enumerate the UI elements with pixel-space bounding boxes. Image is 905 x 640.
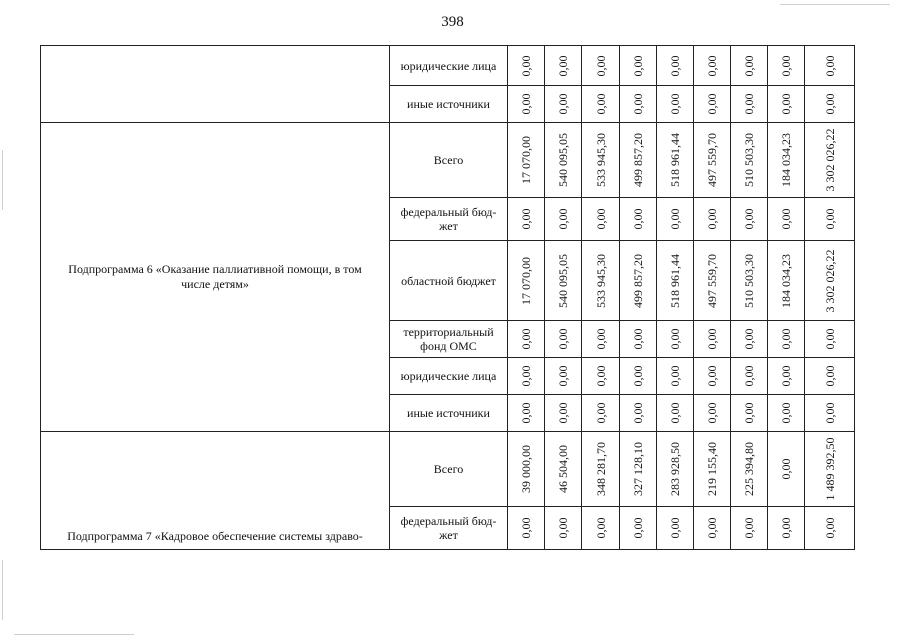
value-cell [768, 432, 805, 507]
value-text: 0,00 [742, 402, 756, 424]
value-cell [620, 123, 657, 198]
value-text: 184 034,23 [779, 133, 793, 187]
value-text: 0,00 [668, 365, 682, 387]
value-cell [805, 86, 855, 123]
value-text: 0,00 [779, 458, 793, 480]
value-cell [582, 198, 620, 241]
value-text: 0,00 [742, 208, 756, 230]
value-cell [805, 358, 855, 395]
value-cell [620, 507, 657, 550]
table-row [41, 432, 855, 507]
value-cell [657, 198, 694, 241]
value-text: 39 000,00 [519, 445, 533, 493]
funding-source-cell: юридические лица [390, 46, 508, 86]
value-text: 184 034,23 [779, 253, 793, 308]
value-cell [805, 241, 855, 321]
value-text: 0,00 [631, 402, 645, 424]
value-text: 0,00 [556, 402, 570, 424]
value-cell [657, 123, 694, 198]
value-cell [657, 241, 694, 321]
funding-source-cell: иные источники [390, 395, 508, 432]
value-cell [508, 241, 545, 321]
value-cell [694, 432, 731, 507]
value-text: 0,00 [556, 328, 570, 350]
value-cell [620, 432, 657, 507]
scan-line [14, 634, 134, 635]
value-text: 0,00 [742, 365, 756, 387]
value-text: 510 503,30 [742, 133, 756, 187]
program-name-cell: Подпрограмма 6 «Оказание паллиативной помощи, в том числе детям» [41, 123, 390, 432]
value-cell [508, 358, 545, 395]
funding-source-cell: иные источники [390, 86, 508, 123]
value-text: 0,00 [668, 517, 682, 539]
value-text: 497 559,70 [705, 133, 719, 187]
value-text: 540 095,05 [556, 133, 570, 187]
value-text: 510 503,30 [742, 253, 756, 308]
value-text: 499 857,20 [631, 253, 645, 308]
value-cell [545, 507, 582, 550]
value-cell [508, 86, 545, 123]
value-text: 0,00 [822, 208, 837, 230]
value-cell [731, 507, 768, 550]
value-text: 0,00 [779, 365, 793, 387]
value-text: 0,00 [593, 208, 608, 230]
value-cell [805, 123, 855, 198]
value-text: 0,00 [822, 517, 837, 539]
value-cell [805, 395, 855, 432]
value-cell [508, 123, 545, 198]
value-cell [805, 507, 855, 550]
value-cell [657, 86, 694, 123]
value-text: 0,00 [668, 328, 682, 350]
value-cell [508, 395, 545, 432]
value-cell [694, 395, 731, 432]
value-text: 0,00 [705, 328, 719, 350]
value-cell [694, 241, 731, 321]
value-cell [694, 198, 731, 241]
value-text: 46 504,00 [556, 445, 570, 493]
value-cell [768, 507, 805, 550]
value-cell [582, 358, 620, 395]
value-cell [694, 507, 731, 550]
value-text: 0,00 [705, 365, 719, 387]
value-cell [508, 321, 545, 358]
value-cell [620, 86, 657, 123]
value-text: 0,00 [705, 55, 719, 76]
value-text: 0,00 [556, 365, 570, 387]
value-cell [731, 358, 768, 395]
value-cell [694, 86, 731, 123]
value-text: 518 961,44 [668, 253, 682, 308]
funding-source-cell: территориальный фонд ОМС [390, 321, 508, 358]
value-text: 283 928,50 [668, 442, 682, 496]
value-cell [582, 123, 620, 198]
value-text: 0,00 [519, 328, 533, 350]
value-text: 348 281,70 [593, 442, 608, 496]
value-cell [545, 358, 582, 395]
value-text: 540 095,05 [556, 253, 570, 308]
value-cell [508, 507, 545, 550]
funding-source-cell: Всего [390, 123, 508, 198]
value-cell [582, 395, 620, 432]
value-text: 0,00 [742, 328, 756, 350]
scan-line [780, 4, 890, 5]
value-text: 0,00 [519, 93, 533, 115]
value-text: 0,00 [668, 208, 682, 230]
value-text: 0,00 [742, 93, 756, 115]
table-row [41, 46, 855, 86]
value-text: 533 945,30 [593, 253, 608, 308]
value-text: 0,00 [705, 93, 719, 115]
value-text: 0,00 [593, 55, 608, 76]
table-row [41, 123, 855, 198]
value-text: 0,00 [779, 328, 793, 350]
value-text: 3 302 026,22 [822, 128, 837, 192]
value-cell [582, 86, 620, 123]
value-text: 0,00 [519, 208, 533, 230]
value-text: 0,00 [519, 402, 533, 424]
value-text: 1 489 392,50 [822, 437, 837, 501]
value-cell [620, 241, 657, 321]
table-body [41, 46, 855, 550]
funding-source-cell: областной бюджет [390, 241, 508, 321]
value-text: 0,00 [519, 365, 533, 387]
value-text: 225 394,80 [742, 442, 756, 496]
value-text: 0,00 [556, 55, 570, 76]
program-name-cell [41, 46, 390, 123]
value-text: 0,00 [593, 517, 608, 539]
value-cell [620, 46, 657, 86]
value-text: 0,00 [705, 208, 719, 230]
value-cell [731, 86, 768, 123]
value-cell [768, 395, 805, 432]
value-text: 0,00 [556, 517, 570, 539]
value-text: 0,00 [556, 93, 570, 115]
value-cell [657, 432, 694, 507]
value-text: 0,00 [822, 55, 837, 76]
value-text: 0,00 [519, 55, 533, 76]
value-text: 0,00 [705, 402, 719, 424]
value-text: 0,00 [779, 517, 793, 539]
value-text: 0,00 [631, 55, 645, 76]
value-cell [657, 395, 694, 432]
value-text: 3 302 026,22 [822, 249, 837, 312]
value-cell [694, 358, 731, 395]
value-cell [694, 46, 731, 86]
value-cell [582, 241, 620, 321]
value-cell [545, 321, 582, 358]
value-cell [768, 46, 805, 86]
value-cell [508, 46, 545, 86]
value-cell [731, 46, 768, 86]
value-cell [768, 198, 805, 241]
value-cell [582, 432, 620, 507]
value-text: 0,00 [631, 208, 645, 230]
budget-table [40, 45, 855, 550]
scan-line [2, 150, 3, 210]
value-text: 497 559,70 [705, 253, 719, 308]
value-cell [545, 198, 582, 241]
value-text: 0,00 [779, 93, 793, 115]
value-cell [545, 46, 582, 86]
value-text: 0,00 [593, 402, 608, 424]
value-text: 0,00 [742, 517, 756, 539]
value-cell [508, 198, 545, 241]
value-text: 0,00 [822, 402, 837, 424]
value-cell [731, 395, 768, 432]
value-text: 0,00 [631, 517, 645, 539]
value-text: 0,00 [705, 517, 719, 539]
value-text: 0,00 [742, 55, 756, 76]
value-text: 0,00 [668, 402, 682, 424]
value-cell [768, 358, 805, 395]
value-text: 0,00 [779, 55, 793, 76]
value-cell [657, 46, 694, 86]
value-cell [657, 321, 694, 358]
value-cell [545, 123, 582, 198]
value-text: 0,00 [631, 93, 645, 115]
value-cell [582, 507, 620, 550]
value-text: 0,00 [822, 365, 837, 387]
funding-source-cell: федеральный бюд-жет [390, 507, 508, 550]
scan-line [2, 560, 3, 620]
page-number: 398 [441, 14, 464, 30]
value-text: 0,00 [668, 55, 682, 76]
value-cell [768, 241, 805, 321]
value-cell [657, 507, 694, 550]
value-text: 0,00 [779, 402, 793, 424]
value-text: 0,00 [519, 517, 533, 539]
value-cell [768, 321, 805, 358]
value-text: 219 155,40 [705, 442, 719, 496]
value-cell [620, 321, 657, 358]
value-cell [657, 358, 694, 395]
value-cell [731, 123, 768, 198]
value-text: 0,00 [593, 365, 608, 387]
value-text: 0,00 [822, 93, 837, 115]
value-text: 0,00 [556, 208, 570, 230]
value-cell [731, 321, 768, 358]
value-cell [508, 432, 545, 507]
funding-source-cell: юридические лица [390, 358, 508, 395]
value-text: 518 961,44 [668, 133, 682, 187]
value-cell [805, 321, 855, 358]
value-text: 0,00 [822, 328, 837, 350]
value-text: 0,00 [631, 365, 645, 387]
value-cell [768, 123, 805, 198]
value-text: 0,00 [593, 93, 608, 115]
value-cell [545, 241, 582, 321]
value-cell [582, 321, 620, 358]
funding-source-cell: федеральный бюд-жет [390, 198, 508, 241]
value-text: 327 128,10 [631, 442, 645, 496]
value-cell [731, 198, 768, 241]
value-cell [694, 123, 731, 198]
value-cell [731, 241, 768, 321]
value-cell [694, 321, 731, 358]
value-cell [768, 86, 805, 123]
program-name-cell: Подпрограмма 7 «Кадровое обеспечение системы здраво- [41, 432, 390, 550]
value-cell [805, 432, 855, 507]
value-text: 0,00 [779, 208, 793, 230]
value-text: 0,00 [668, 93, 682, 115]
value-text: 499 857,20 [631, 133, 645, 187]
value-text: 17 070,00 [519, 256, 533, 305]
value-cell [805, 46, 855, 86]
value-text: 0,00 [593, 328, 608, 350]
value-cell [620, 395, 657, 432]
value-text: 17 070,00 [519, 136, 533, 184]
value-cell [805, 198, 855, 241]
value-text: 533 945,30 [593, 133, 608, 187]
value-cell [731, 432, 768, 507]
value-cell [545, 86, 582, 123]
value-cell [545, 432, 582, 507]
value-text: 0,00 [631, 328, 645, 350]
funding-source-cell: Всего [390, 432, 508, 507]
value-cell [620, 358, 657, 395]
value-cell [545, 395, 582, 432]
value-cell [620, 198, 657, 241]
value-cell [582, 46, 620, 86]
